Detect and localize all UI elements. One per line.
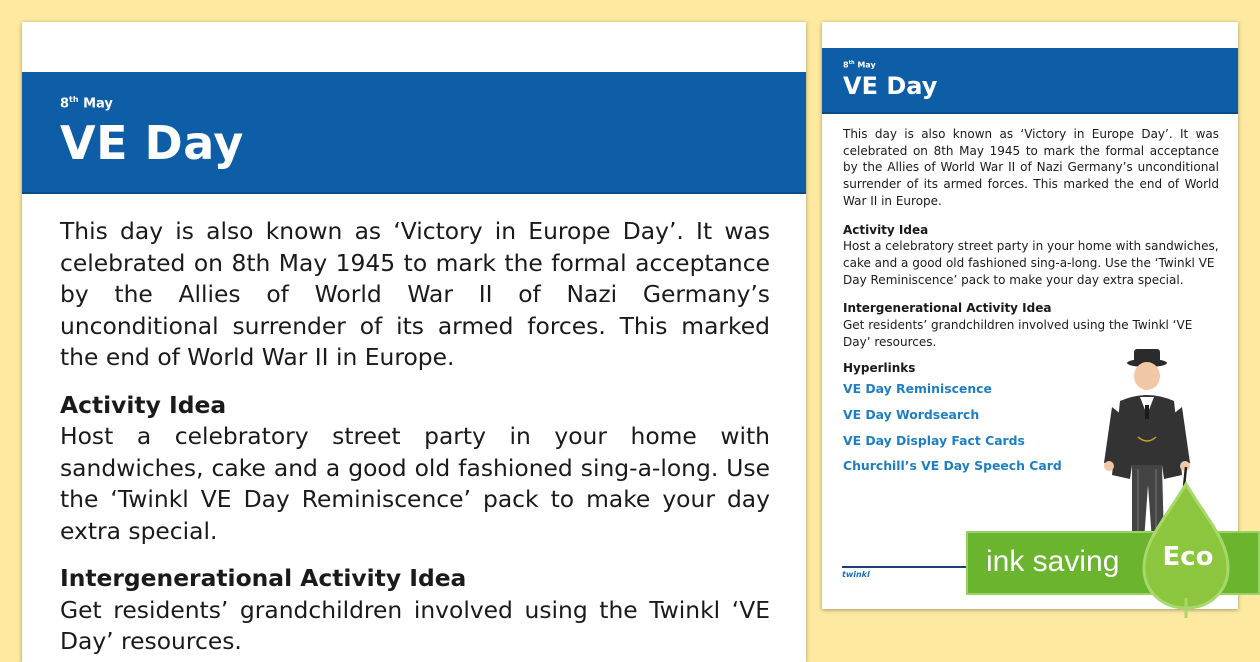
intro-paragraph: This day is also known as ‘Victory in Europe Day’. It was celebrated on 8th May 1945 to mark the formal acceptance by the Allies of World War II of Nazi Germany’s unconditional surrender of its armed forces. This marked the end of World War II in Europe. [60, 217, 770, 371]
date-label: 8th May [60, 95, 113, 112]
link-ve-day-display-fact-cards[interactable]: VE Day Display Fact Cards [843, 432, 1025, 448]
title-band [22, 72, 806, 194]
link-ve-day-reminiscence[interactable]: VE Day Reminiscence [843, 381, 992, 397]
intergen-heading: Intergenerational Activity Idea [60, 564, 467, 592]
activity-heading: Activity Idea [60, 390, 227, 419]
intergen-section [60, 563, 770, 658]
preview-title: VE Day [843, 72, 938, 100]
ink-saving-label: ink saving [986, 545, 1120, 578]
main-sheet [22, 22, 806, 662]
eco-label: Eco [1162, 542, 1214, 572]
activity-text: Host a celebratory street party in your home with sandwiches, cake and a good old fashioned sing-a-long. Use the ‘Twinkl VE Day Reminiscence’ pack to make your day extra special. [60, 422, 770, 545]
preview-intergen-text: Get residents’ grandchildren involved using the Twinkl ‘VE Day’ resources. [843, 318, 1193, 349]
preview-title-band [822, 48, 1238, 114]
intergen-text: Get residents’ grandchildren involved using the Twinkl ‘VE Day’ resources. [60, 595, 770, 655]
preview-intergen-section [843, 300, 1219, 350]
link-churchill-speech-card[interactable]: Churchill’s VE Day Speech Card [843, 458, 1062, 474]
sheet-body [60, 216, 770, 658]
preview-activity-heading: Activity Idea [843, 222, 929, 237]
preview-date-label: 8th May [843, 60, 876, 70]
twinkl-logo: twinkl [842, 570, 870, 579]
preview-activity-section [843, 222, 1219, 289]
activity-section [60, 390, 770, 548]
preview-intro: This day is also known as ‘Victory in Europe Day’. It was celebrated on 8th May 1945 to mark the formal acceptance by the Allies of World War II of Nazi Germany’s unconditional surrender of its armed forces. This marked the end of World War II in Europe. [843, 127, 1219, 208]
hyperlinks-heading: Hyperlinks [843, 361, 916, 376]
preview-intergen-heading: Intergenerational Activity Idea [843, 301, 1052, 316]
page-title: VE Day [60, 116, 244, 170]
link-ve-day-wordsearch[interactable]: VE Day Wordsearch [843, 406, 980, 422]
preview-activity-text: Host a celebratory street party in your home with sandwiches, cake and a good old fashioned sing-a-long. Use the ‘Twinkl VE Day Reminiscence’ pack to make your day extra special. [843, 239, 1219, 287]
